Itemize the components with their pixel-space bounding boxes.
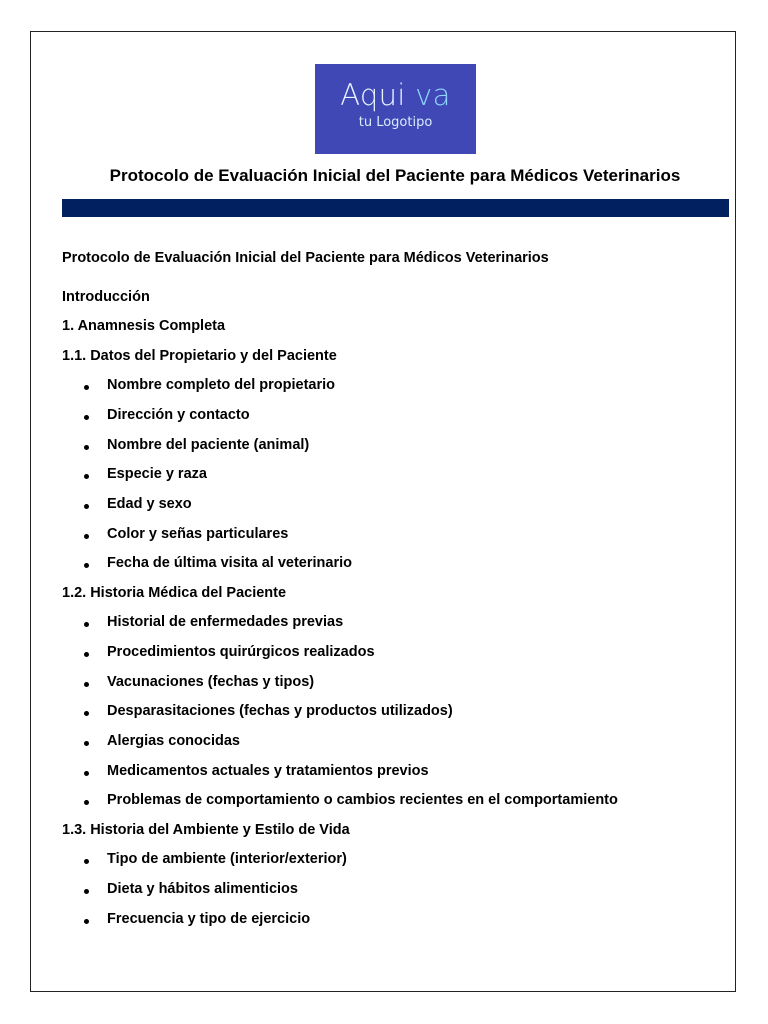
bullet-icon [84, 563, 89, 568]
list-item-text: Frecuencia y tipo de ejercicio [107, 911, 311, 927]
list-item-text: Problemas de comportamiento o cambios recientes en el comportamiento [107, 792, 618, 808]
subsection-heading-1-2: 1.2. Historia Médica del Paciente [62, 585, 287, 601]
bullet-icon [84, 800, 89, 805]
bullet-icon [84, 474, 89, 479]
bullet-icon [84, 682, 89, 687]
bullet-icon [84, 741, 89, 746]
list-item-text: Color y señas particulares [107, 526, 289, 542]
list-item-text: Medicamentos actuales y tratamientos previos [107, 763, 429, 779]
bullet-icon [84, 622, 89, 627]
list-item-text: Tipo de ambiente (interior/exterior) [107, 851, 347, 867]
document-title: Protocolo de Evaluación Inicial del Paciente para Médicos Veterinarios [109, 166, 681, 185]
list-item-text: Vacunaciones (fechas y tipos) [107, 674, 315, 690]
bullet-icon [84, 504, 89, 509]
list-item-text: Historial de enfermedades previas [107, 614, 344, 630]
list-item-text: Dieta y hábitos alimenticios [107, 881, 298, 897]
logo-subtext: tu Logotipo [358, 115, 433, 130]
list-item-text: Alergias conocidas [107, 733, 240, 749]
logo-word-va: va [415, 78, 451, 112]
list-item-text: Dirección y contacto [107, 407, 250, 423]
list-item-text: Procedimientos quirúrgicos realizados [107, 644, 375, 660]
list-item-text: Fecha de última visita al veterinario [107, 555, 352, 571]
list-item-text: Nombre del paciente (animal) [107, 437, 310, 453]
logo-text [315, 78, 476, 112]
section-heading-1: 1. Anamnesis Completa [62, 318, 226, 334]
bullet-icon [84, 534, 89, 539]
bullet-icon [84, 859, 89, 864]
logo-placeholder [315, 64, 476, 154]
body-subtitle: Protocolo de Evaluación Inicial del Paciente para Médicos Veterinarios [62, 250, 549, 266]
list-item-text: Especie y raza [107, 466, 207, 482]
bullet-icon [84, 771, 89, 776]
list-item-text: Nombre completo del propietario [107, 377, 335, 393]
title-divider-bar [62, 199, 729, 217]
bullet-icon [84, 385, 89, 390]
subsection-heading-1-1: 1.1. Datos del Propietario y del Paciente [62, 348, 337, 364]
bullet-icon [84, 711, 89, 716]
bullet-icon [84, 445, 89, 450]
logo-word-aqui: Aqui [340, 78, 406, 112]
bullet-icon [84, 415, 89, 420]
bullet-icon [84, 919, 89, 924]
list-item-text: Desparasitaciones (fechas y productos utilizados) [107, 703, 453, 719]
intro-heading: Introducción [62, 289, 150, 305]
subsection-heading-1-3: 1.3. Historia del Ambiente y Estilo de Vida [62, 822, 350, 838]
list-item-text: Edad y sexo [107, 496, 192, 512]
bullet-icon [84, 889, 89, 894]
bullet-icon [84, 652, 89, 657]
